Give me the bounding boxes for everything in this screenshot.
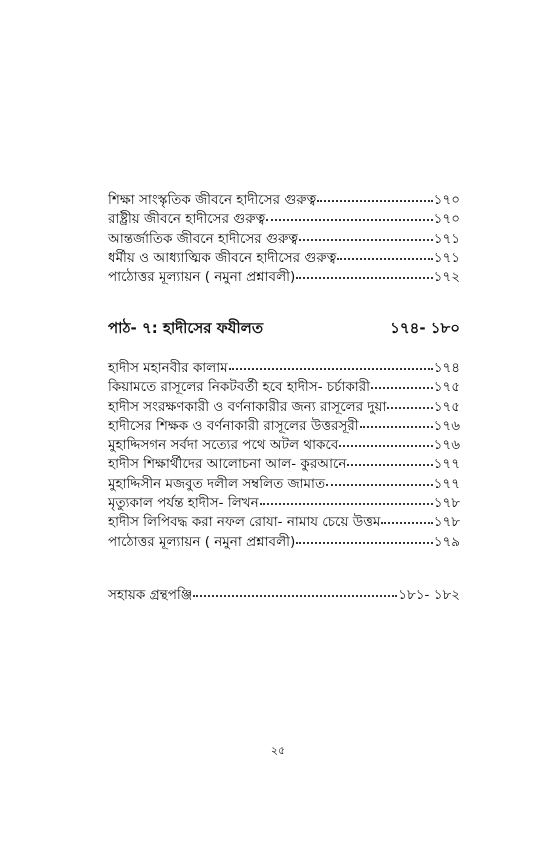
- toc-leader-dots: [266, 209, 432, 223]
- toc-entry-page: ১৭০: [433, 192, 460, 208]
- toc-entry-page: ১৭৯: [433, 533, 460, 550]
- toc-entry: [108, 377, 460, 396]
- toc-entry-title: পাঠোত্তর মূল্যায়ন ( নমুনা প্রশ্নাবলী): [108, 269, 296, 286]
- toc-entry-title: হাদীসের শিক্ষক ও বর্ণনাকারী রাসূলের উত্তরসূরী: [108, 417, 359, 434]
- toc-leader-dots: [296, 532, 432, 546]
- toc-entry: [108, 397, 460, 416]
- toc-entry-title: কিয়ামতে রাসূলের নিকটবর্তী হবে হাদীস- চর্চাকারী: [108, 379, 370, 396]
- toc-entry-title: মুহাদ্দিসগন সর্বদা সত্যের পথে অটল থাকবে: [108, 437, 339, 454]
- toc-entry: [108, 267, 460, 286]
- toc-leader-dots: [229, 358, 433, 372]
- toc-entry-title: মুহাদ্দিসীন মজবুত দলীল সম্বলিত জামাত: [108, 475, 326, 492]
- toc-leader-dots: [381, 512, 432, 526]
- toc-leader-dots: [193, 585, 397, 599]
- toc-entry-title: হাদীস সংরক্ষণকারী ও বর্ণনাকারীর জন্য রাসূলের দুয়া: [108, 398, 387, 415]
- toc-entry: [108, 512, 460, 531]
- toc-entry-page: ১৭৫: [433, 379, 460, 396]
- toc-entry-page: ১৭৭: [433, 475, 460, 492]
- toc-entry: [108, 358, 460, 377]
- toc-entry-title: ধর্মীয় ও আধ্যাত্মিক জীবনে হাদীসের গুরুত্ব: [108, 249, 337, 266]
- toc-section-1: [108, 190, 460, 286]
- toc-leader-dots: [371, 377, 433, 391]
- toc-entry: [108, 248, 460, 267]
- toc-entry: [108, 229, 460, 248]
- toc-entry-title: হাদীস শিক্ষার্থীদের আলোচনা আল- কুরআনে: [108, 456, 347, 473]
- toc-entry: [108, 209, 460, 228]
- toc-entry: [108, 493, 460, 512]
- toc-leader-dots: [347, 454, 432, 468]
- toc-leader-dots: [326, 474, 433, 488]
- toc-entry-page: ১৮১- ১৮২: [398, 587, 460, 603]
- toc-entry-page: ১৭১: [433, 249, 460, 266]
- toc-leader-dots: [387, 397, 432, 411]
- toc-entry-page: ১৭৬: [433, 417, 460, 434]
- page-number: ২৫: [270, 744, 286, 757]
- toc-leader-dots: [360, 416, 433, 430]
- toc-entry-title: পাঠোত্তর মূল্যায়ন ( নমুনা প্রশ্নাবলী): [108, 533, 296, 550]
- toc-entry-title: শিক্ষা সাংস্কৃতিক জীবনে হাদীসের গুরুত্ব: [108, 192, 317, 208]
- toc-entry-page: ১৭৬: [433, 437, 460, 454]
- chapter-heading: [108, 317, 460, 342]
- toc-entry-page: ১৭৮: [433, 495, 460, 512]
- toc-entry-page: ১৭১: [433, 230, 460, 247]
- toc-leader-dots: [339, 435, 432, 449]
- toc-leader-dots: [260, 493, 433, 507]
- toc-entry: [108, 190, 460, 209]
- toc-entry-title: আন্তর্জাতিক জীবনে হাদীসের গুরুত্ব: [108, 230, 298, 247]
- toc-section-2: [108, 358, 460, 551]
- toc-entry-title: সহায়ক গ্রন্থপঞ্জি: [108, 587, 193, 603]
- toc-leader-dots: [299, 229, 433, 243]
- toc-section-bibliography: [108, 585, 460, 604]
- chapter-title: পাঠ- ৭: হাদীসের ফযীলত: [108, 319, 264, 337]
- toc-entry: [108, 416, 460, 435]
- toc-leader-dots: [317, 190, 432, 204]
- chapter-page-range: ১৭৪- ১৮০: [390, 319, 460, 337]
- toc-entry-page: ১৭৭: [433, 456, 460, 473]
- toc-entry: [108, 435, 460, 454]
- toc-entry: [108, 585, 460, 604]
- toc-entry: [108, 454, 460, 473]
- toc-entry: [108, 532, 460, 551]
- toc-entry-page: ১৭৮: [433, 514, 460, 531]
- toc-entry-title: হাদীস মহানবীর কালাম: [108, 360, 228, 376]
- toc-entry-page: ১৭২: [433, 269, 460, 286]
- toc-entry-title: মৃত্যুকাল পর্যন্ত হাদীস- লিখন: [108, 495, 259, 512]
- toc-entry-page: ১৭৪: [433, 360, 460, 376]
- toc-entry-page: ১৭০: [433, 211, 460, 228]
- toc-entry: [108, 474, 460, 493]
- toc-leader-dots: [337, 248, 432, 262]
- toc-entry-page: ১৭৫: [433, 398, 460, 415]
- toc-leader-dots: [296, 267, 432, 281]
- toc-entry-title: রাষ্ট্রীয় জীবনে হাদীসের গুরুত্ব: [108, 211, 266, 228]
- toc-entry-title: হাদীস লিপিবদ্ধ করা নফল রোযা- নামায চেয়ে উত্তম: [108, 514, 381, 531]
